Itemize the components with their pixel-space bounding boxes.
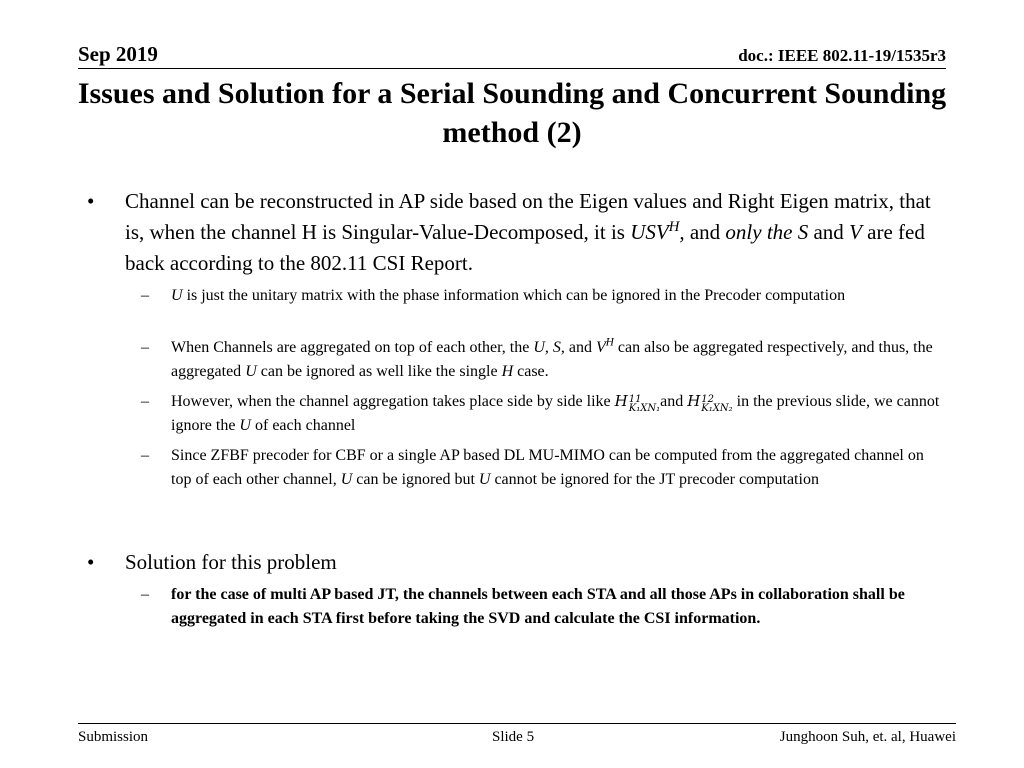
italic-usv: USV xyxy=(630,220,669,244)
text: case. xyxy=(513,362,549,380)
bullet-solution xyxy=(87,547,950,578)
math-base: H xyxy=(687,392,701,410)
footer-authors: Junghoon Suh, et. al, Huawei xyxy=(779,729,956,745)
text: are fed back according to the 802.11 CSI Report. xyxy=(125,220,925,275)
text: for the case of multi AP based JT, the channels between each STA and all those APs in collaboration shall be aggregated in each STA first before taking the SVD and calculate the CSI information. xyxy=(171,586,905,627)
footer-divider xyxy=(78,723,956,724)
sub-bullet-unitary xyxy=(141,284,941,308)
text: Solution for this problem xyxy=(125,550,337,574)
header-divider xyxy=(78,68,946,69)
header-date: Sep 2019 xyxy=(78,42,158,66)
math-h12 xyxy=(687,392,733,414)
math-scripts xyxy=(629,395,660,413)
text: can be ignored as well like the single xyxy=(256,362,502,380)
math-sup: 12 xyxy=(701,394,715,405)
italic-u: U xyxy=(478,470,491,488)
slide-title: Issues and Solution for a Serial Sounding and Concurrent Sounding method (2) xyxy=(77,77,947,149)
text: is just the unitary matrix with the phase information which can be ignored in the Precoder computation xyxy=(182,287,846,304)
italic-only-s: only the S xyxy=(725,220,809,244)
dash-marker: – xyxy=(141,287,149,304)
italic-v: V xyxy=(849,220,862,244)
text: Channel can be reconstructed in AP side based on the Eigen values and Right Eigen matrix, that is, when the channel H is Singular-Value-Decomposed, it is xyxy=(125,189,931,244)
text: However, when the channel aggregation takes place side by side like xyxy=(171,393,615,410)
text: and xyxy=(660,393,688,410)
footer-submission: Submission xyxy=(78,729,149,745)
italic-u: U xyxy=(340,470,353,488)
footer-slide-number: Slide 5 xyxy=(492,729,535,745)
text: , xyxy=(544,339,553,356)
bullet-marker: • xyxy=(87,189,95,213)
dash-marker: – xyxy=(141,586,149,603)
italic-u: U xyxy=(533,339,545,356)
sub-bullet-solution-detail xyxy=(141,583,941,630)
italic-v: V xyxy=(596,339,606,356)
sub-bullet-zfbf xyxy=(141,444,941,491)
text: in the previous slide, we cannot ignore the xyxy=(171,393,940,434)
text: and xyxy=(684,220,726,244)
dash-marker: – xyxy=(141,447,149,464)
italic-h: H xyxy=(501,362,514,380)
text: Since ZFBF precoder for CBF or a single AP based DL MU-MIMO can be computed from the aggregated channel on top of each other channel, xyxy=(171,447,924,488)
text: can be ignored but xyxy=(352,470,479,488)
italic-s: S xyxy=(552,339,561,356)
text: of each channel xyxy=(250,416,356,434)
math-base: H xyxy=(614,392,628,410)
italic-u: U xyxy=(171,287,183,304)
comma: , xyxy=(679,220,685,244)
italic-u: U xyxy=(239,416,251,434)
text: and xyxy=(808,220,850,244)
text: , and xyxy=(560,339,596,356)
math-sub: K₁XN₂ xyxy=(701,403,733,414)
dash-marker: – xyxy=(141,393,149,410)
sub-bullet-side-by-side xyxy=(141,390,941,437)
header-doc-id: doc.: IEEE 802.11-19/1535r3 xyxy=(738,46,946,65)
text: can also be aggregated respectively, and thus, the aggregated xyxy=(171,339,933,380)
math-sub: K₁XN₁ xyxy=(628,403,661,414)
bullet-marker: • xyxy=(87,550,95,574)
sup-h: H xyxy=(668,219,680,235)
italic-u: U xyxy=(245,362,257,380)
text: When Channels are aggregated on top of each other, the xyxy=(171,339,534,356)
math-scripts xyxy=(701,395,732,413)
bullet-channel-reconstruction xyxy=(87,186,950,279)
dash-marker: – xyxy=(141,339,149,356)
math-sup: 11 xyxy=(628,394,642,405)
sup-h: H xyxy=(605,336,614,349)
sub-bullet-aggregated-on-top xyxy=(141,336,941,383)
text: cannot be ignored for the JT precoder computation xyxy=(490,470,819,488)
math-h11 xyxy=(614,392,661,414)
